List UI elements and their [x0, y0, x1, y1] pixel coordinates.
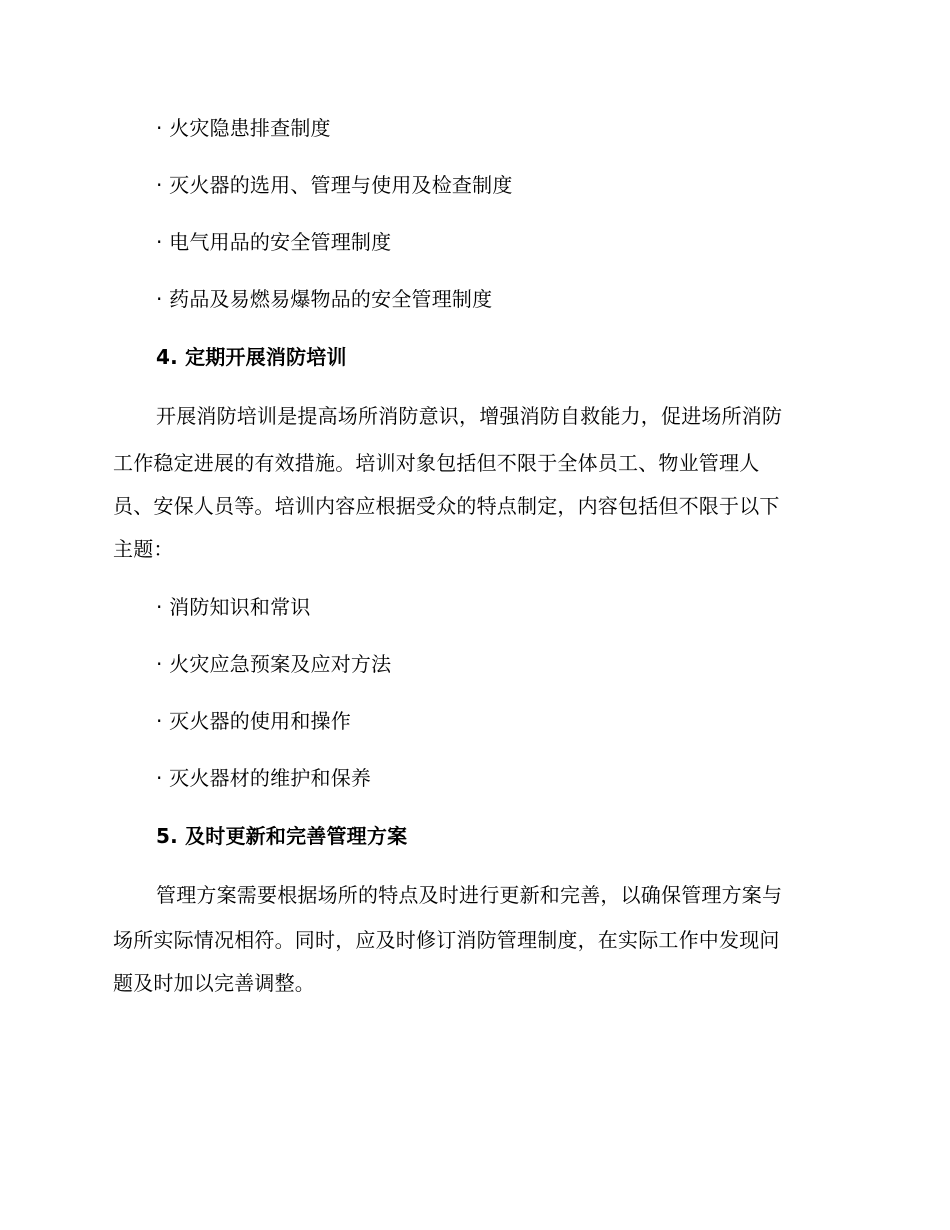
- list-item: · 火灾应急预案及应对方法: [156, 652, 392, 676]
- paragraph-line: 题及时加以完善调整。: [113, 971, 315, 995]
- paragraph-line: 主题：: [113, 537, 174, 561]
- list-item: · 消防知识和常识: [156, 595, 311, 619]
- section-heading-5: 5. 及时更新和完善管理方案: [156, 824, 408, 848]
- paragraph-line: 管理方案需要根据场所的特点及时进行更新和完善，以确保管理方案与: [156, 883, 783, 907]
- paragraph-line: 开展消防培训是提高场所消防意识，增强消防自救能力，促进场所消防: [156, 404, 783, 428]
- list-item: · 电气用品的安全管理制度: [156, 230, 392, 254]
- list-item: · 灭火器的选用、管理与使用及检查制度: [156, 173, 513, 197]
- section-heading-4: 4. 定期开展消防培训: [156, 345, 347, 369]
- list-item: · 药品及易燃易爆物品的安全管理制度: [156, 287, 493, 311]
- list-item: · 火灾隐患排查制度: [156, 116, 331, 140]
- list-item: · 灭火器材的维护和保养: [156, 766, 372, 790]
- paragraph-line: 场所实际情况相符。同时，应及时修订消防管理制度，在实际工作中发现问: [113, 928, 780, 952]
- paragraph-line: 工作稳定进展的有效措施。培训对象包括但不限于全体员工、物业管理人: [113, 451, 760, 475]
- paragraph-line: 员、安保人员等。培训内容应根据受众的特点制定，内容包括但不限于以下: [113, 494, 780, 518]
- list-item: · 灭火器的使用和操作: [156, 709, 351, 733]
